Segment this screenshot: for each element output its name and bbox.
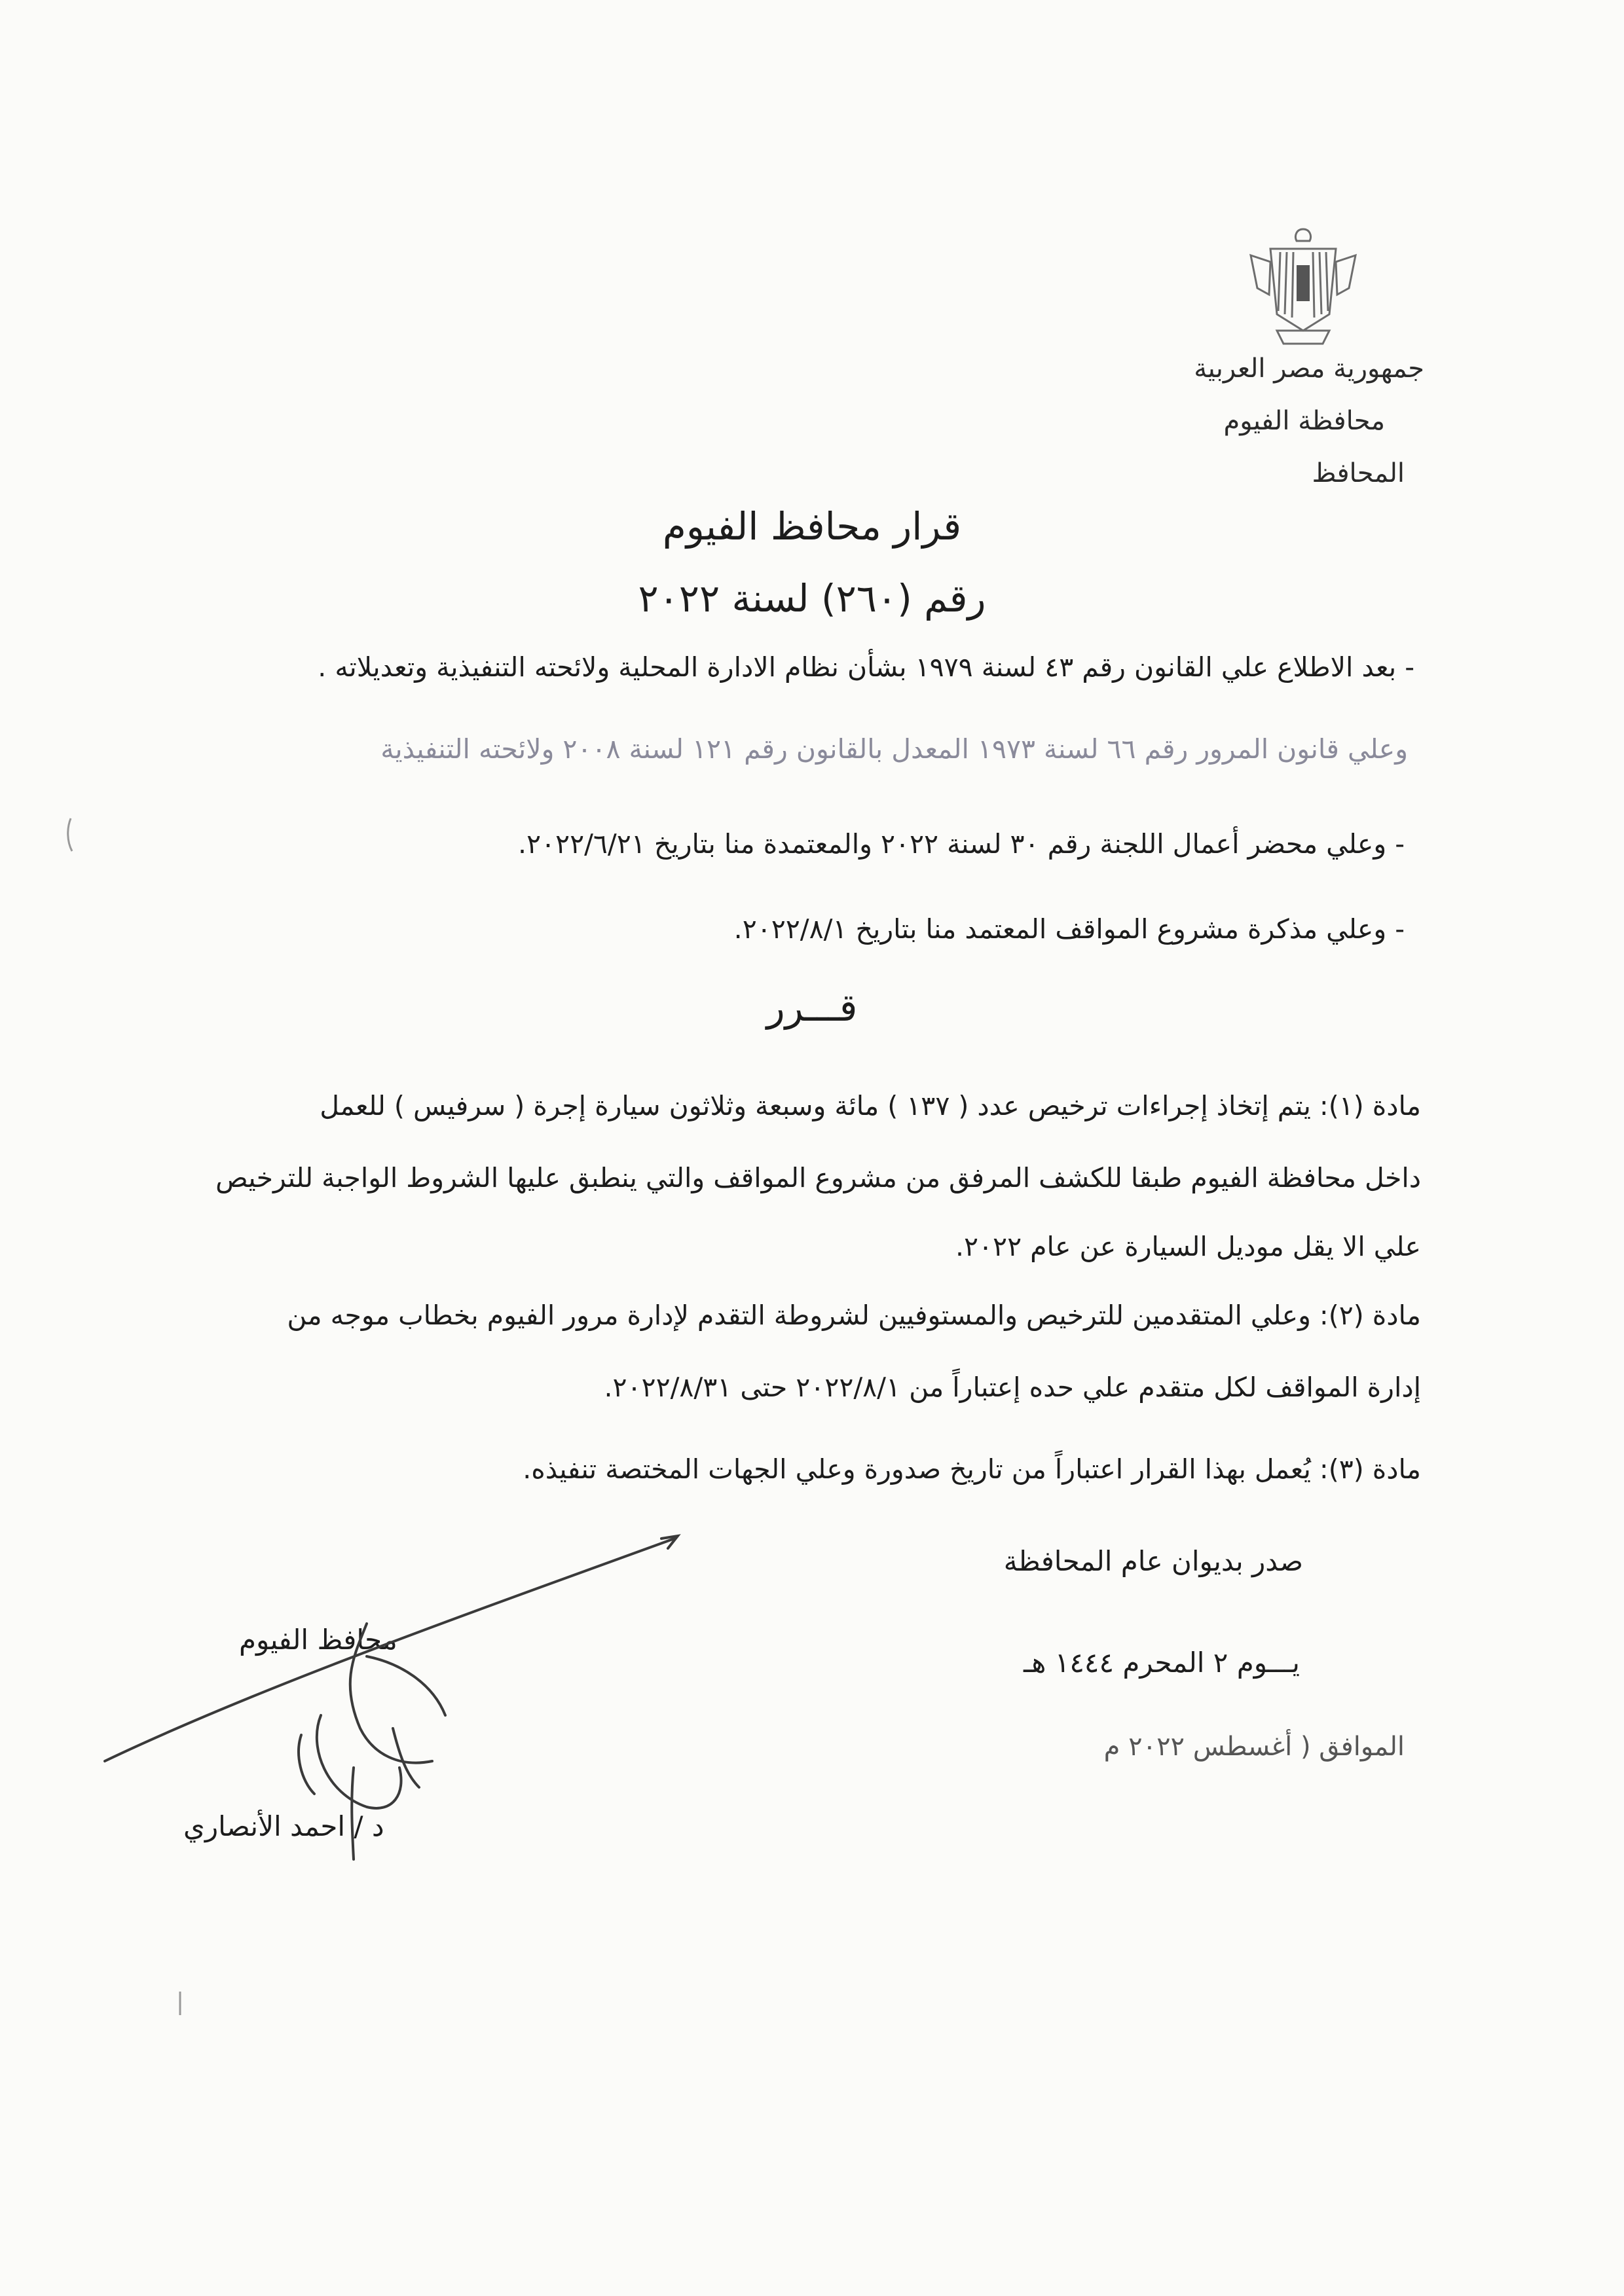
- scan-mark: [64, 815, 77, 854]
- header-governorate: محافظة الفيوم: [1223, 406, 1385, 436]
- preamble-line: - وعلي مذكرة مشروع المواقف المعتمد منا بتاريخ ٢٠٢٢/٨/١.: [733, 913, 1405, 945]
- scan-mark: [177, 1990, 183, 2016]
- decision-title: قرار محافظ الفيوم: [662, 504, 962, 549]
- governor-name: د / احمد الأنصاري: [183, 1810, 384, 1842]
- preamble-line: وعلي قانون المرور رقم ٦٦ لسنة ١٩٧٣ المعدل بالقانون رقم ١٢١ لسنة ٢٠٠٨ ولائحته التنفيذية: [380, 733, 1408, 765]
- eagle-emblem-icon: [1231, 216, 1375, 347]
- decision-heading: قـــرر: [766, 985, 858, 1030]
- issued-statement: صدر بديوان عام المحافظة: [1003, 1545, 1303, 1577]
- governor-title: محافظ الفيوم: [239, 1624, 397, 1656]
- preamble-line: - بعد الاطلاع علي القانون رقم ٤٣ لسنة ١٩٧٩ بشأن نظام الادارة المحلية ولائحته التنفيذية وتعديلاته .: [318, 651, 1414, 683]
- header-country: جمهورية مصر العربية: [1194, 354, 1424, 384]
- article-1-line: داخل محافظة الفيوم طبقا للكشف المرفق من مشروع المواقف والتي ينطبق عليها الشروط الواجبة للترخيص: [215, 1162, 1421, 1194]
- article-1-line: علي الا يقل موديل السيارة عن عام ٢٠٢٢.: [955, 1231, 1421, 1262]
- article-1-line: مادة (١): يتم إتخاذ إجراءات ترخيص عدد ( ١٣٧ ) مائة وسبعة وثلاثون سيارة إجرة ( سرفيس ) للعمل: [320, 1090, 1421, 1121]
- article-3-line: مادة (٣): يُعمل بهذا القرار اعتباراً من تاريخ صدورة وعلي الجهات المختصة تنفيذه.: [523, 1453, 1421, 1485]
- gregorian-date: الموافق ( أغسطس ٢٠٢٢ م: [1103, 1732, 1405, 1762]
- article-2-line: إدارة المواقف لكل متقدم علي حده إعتباراً من ٢٠٢٢/٨/١ حتى ٢٠٢٢/٨/٣١.: [604, 1372, 1421, 1403]
- decision-number: رقم (٢٦٠) لسنة ٢٠٢٢: [638, 576, 986, 621]
- header-office: المحافظ: [1312, 458, 1405, 488]
- hijri-date: يـــوم ٢ المحرم ١٤٤٤ هـ: [1023, 1647, 1300, 1679]
- preamble-line: - وعلي محضر أعمال اللجنة رقم ٣٠ لسنة ٢٠٢٢ والمعتمدة منا بتاريخ ٢٠٢٢/٦/٢١.: [517, 828, 1405, 860]
- article-2-line: مادة (٢): وعلي المتقدمين للترخيص والمستوفيين لشروطة التقدم لإدارة مرور الفيوم بخطاب موجه من: [287, 1300, 1421, 1331]
- handwritten-signature: [92, 1519, 707, 1886]
